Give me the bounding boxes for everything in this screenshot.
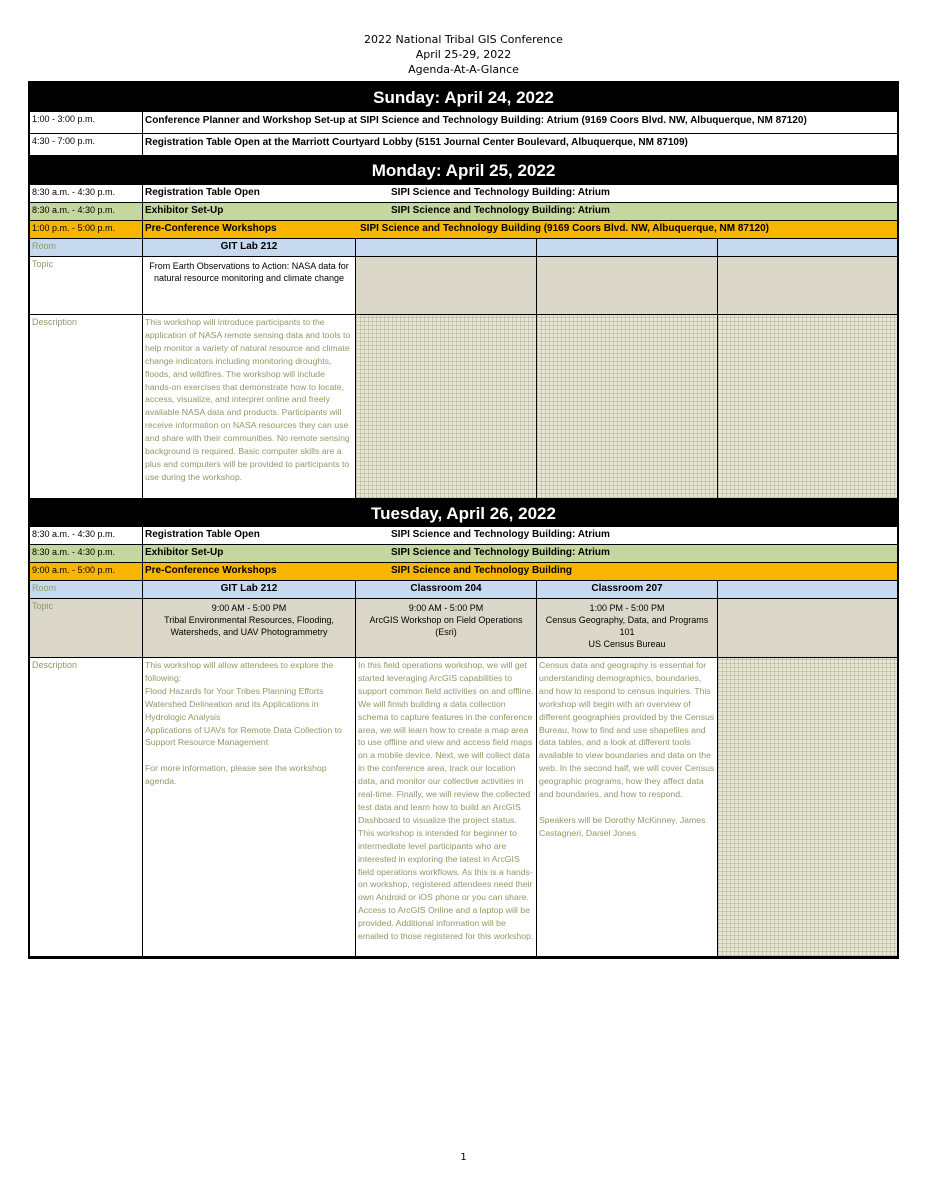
room-4: [718, 239, 897, 257]
time-cell: 8:30 a.m. - 4:30 p.m.: [30, 185, 143, 203]
topic-label: Topic: [30, 599, 143, 658]
topic-time: 1:00 PM - 5:00 PM: [589, 603, 665, 613]
topic-title: Census Geography, Data, and Programs 101: [545, 615, 709, 637]
description-paragraph: Watershed Delineation and its Applications in Hydrologic Analysis: [145, 698, 319, 722]
day-header-tuesday: Tuesday, April 26, 2022: [30, 499, 897, 527]
topic-3: [537, 599, 718, 658]
conference-title: 2022 National Tribal GIS Conference: [364, 33, 563, 46]
room-label: Room: [30, 239, 143, 257]
tuesday-room-row: [30, 581, 897, 599]
time-cell: 8:30 a.m. - 4:30 p.m.: [30, 527, 143, 545]
topic-time: 9:00 AM - 5:00 PM: [211, 603, 287, 613]
description-paragraph: Applications of UAVs for Remote Data Collection to Support Resource Management: [145, 724, 342, 748]
event-location: SIPI Science and Technology Building: Atrium: [343, 203, 897, 221]
room-1: GIT Lab 212: [143, 581, 356, 599]
room-3: Classroom 207: [537, 581, 718, 599]
monday-row: [30, 203, 897, 221]
day-header-monday: Monday: April 25, 2022: [30, 156, 897, 185]
event-label: Registration Table Open: [143, 185, 343, 203]
time-cell: 1:00 - 3:00 p.m.: [30, 112, 143, 134]
tuesday-row: [30, 545, 897, 563]
event-label: Registration Table Open: [143, 527, 343, 545]
room-1: GIT Lab 212: [143, 239, 356, 257]
monday-room-row: [30, 239, 897, 257]
sunday-row: [30, 134, 897, 156]
monday-row: [30, 185, 897, 203]
room-4: [718, 581, 897, 599]
page-number: 1: [460, 1152, 467, 1163]
event-location: SIPI Science and Technology Building: Atrium: [343, 185, 897, 203]
event-label: Pre-Conference Workshops: [143, 563, 343, 581]
monday-topic-row: [30, 257, 897, 315]
description-3: [537, 658, 718, 957]
tuesday-row: [30, 563, 897, 581]
time-cell: 9:00 a.m. - 5:00 p.m.: [30, 563, 143, 581]
description-4-empty: [718, 658, 897, 957]
time-cell: 4:30 - 7:00 p.m.: [30, 134, 143, 156]
monday-description-row: [30, 315, 897, 499]
topic-title: ArcGIS Workshop on Field Operations (Esri): [369, 615, 523, 637]
description-2: In this field operations workshop, we will get started leveraging ArcGIS capabilities to support common field activities on and offline. We will finish building a data collection schema to capture features in the conference area, we will learn how to create a map area to use offline and view and access field maps on a mobile device. Next, we will collect data in the conference area, track our location data, and monitor our collective activities in real-time. Finally, we will review the collected test data and learn how to build an ArcGIS Dashboard to visualize the project status. This workshop is intended for beginner to intermediate level participants who are interested in exploring the latest in ArcGIS field operations workflows. As this is a hands-on workshop, registered attendees need their own Android or iOS phone or you can share. Access to ArcGIS Online and a laptop will be provided. Additional information will be emailed to those registered for this workshop.: [356, 658, 537, 957]
topic-2-empty: [356, 257, 537, 315]
description-paragraph: For more information, please see the workshop agenda.: [145, 763, 327, 787]
event-label: Exhibitor Set-Up: [143, 203, 343, 221]
event-label: Pre-Conference Workshops: [143, 221, 343, 239]
description-2-empty: [356, 315, 537, 499]
topic-3-empty: [537, 257, 718, 315]
event-label: Exhibitor Set-Up: [143, 545, 343, 563]
event-location: SIPI Science and Technology Building: Atrium: [343, 545, 897, 563]
topic-4-empty: [718, 599, 897, 658]
document-header: [0, 32, 927, 77]
event-location: SIPI Science and Technology Building (9169 Coors Blvd. NW, Albuquerque, NM 87120): [343, 221, 897, 239]
description-3-empty: [537, 315, 718, 499]
topic-1: [143, 599, 356, 658]
description-label: Description: [30, 315, 143, 499]
room-2: [356, 239, 537, 257]
topic-label: Topic: [30, 257, 143, 315]
topic-4-empty: [718, 257, 897, 315]
topic-title: Tribal Environmental Resources, Flooding, Watersheds, and UAV Photogrammetry: [164, 615, 334, 637]
topic-1: From Earth Observations to Action: NASA data for natural resource monitoring and climate change: [143, 257, 356, 315]
day-header-sunday: Sunday: April 24, 2022: [30, 83, 897, 112]
topic-presenter: US Census Bureau: [588, 639, 666, 649]
event-cell: Conference Planner and Workshop Set-up at SIPI Science and Technology Building: Atrium (9169 Coors Blvd. NW, Albuquerque, NM 87120): [143, 112, 897, 134]
room-label: Room: [30, 581, 143, 599]
agenda-title: Agenda-At-A-Glance: [408, 63, 519, 76]
time-cell: 1:00 p.m. - 5:00 p.m.: [30, 221, 143, 239]
topic-time: 9:00 AM - 5:00 PM: [408, 603, 484, 613]
description-paragraph: This workshop will allow attendees to explore the following:: [145, 660, 334, 683]
tuesday-description-row: [30, 658, 897, 957]
description-paragraph: Census data and geography is essential for understanding demographics, boundaries, and how to respond to census inquiries. This workshop will begin with an overview of different geographies provided by the Census Bureau, how to find and use shapefiles and data tables, and a look at different tools available to view boundaries and data on the web. In the second half, we will cover Census geographic programs, how they affect data and boundaries, and how to respond.: [539, 660, 715, 800]
description-1: [143, 658, 356, 957]
room-2: Classroom 204: [356, 581, 537, 599]
time-cell: 8:30 a.m. - 4:30 p.m.: [30, 545, 143, 563]
monday-row: [30, 221, 897, 239]
topic-2: [356, 599, 537, 658]
conference-dates: April 25-29, 2022: [415, 48, 512, 61]
sunday-row: [30, 112, 897, 134]
event-location: SIPI Science and Technology Building: Atrium: [343, 527, 897, 545]
event-location: SIPI Science and Technology Building: [343, 563, 897, 581]
description-paragraph: Flood Hazards for Your Tribes Planning Efforts: [145, 685, 324, 696]
tuesday-topic-row: [30, 599, 897, 658]
description-paragraph: Speakers will be Dorothy McKinney, James Castagneri, Daniel Jones: [539, 814, 706, 838]
description-1: This workshop will introduce participants to the application of NASA remote sensing data and tools to help monitor a variety of natural resource and climate change indicators including monitoring droughts, floods, and wildfires. The workshop will include hands-on exercises that demonstrate how to locate, access, visualize, and interpret online and freely available NASA data and products. Participants will receive information on NASA resources they can use and share with their communities. No remote sensing background is required. Basic computer skills are a plus and computers will be provided to participants to use during the workshop.: [143, 315, 356, 499]
tuesday-row: [30, 527, 897, 545]
event-cell: Registration Table Open at the Marriott Courtyard Lobby (5151 Journal Center Boulevard, Albuquerque, NM 87109): [143, 134, 897, 156]
description-4-empty: [718, 315, 897, 499]
time-cell: 8:30 a.m. - 4:30 p.m.: [30, 203, 143, 221]
description-label: Description: [30, 658, 143, 957]
room-3: [537, 239, 718, 257]
agenda-table: [28, 81, 899, 959]
